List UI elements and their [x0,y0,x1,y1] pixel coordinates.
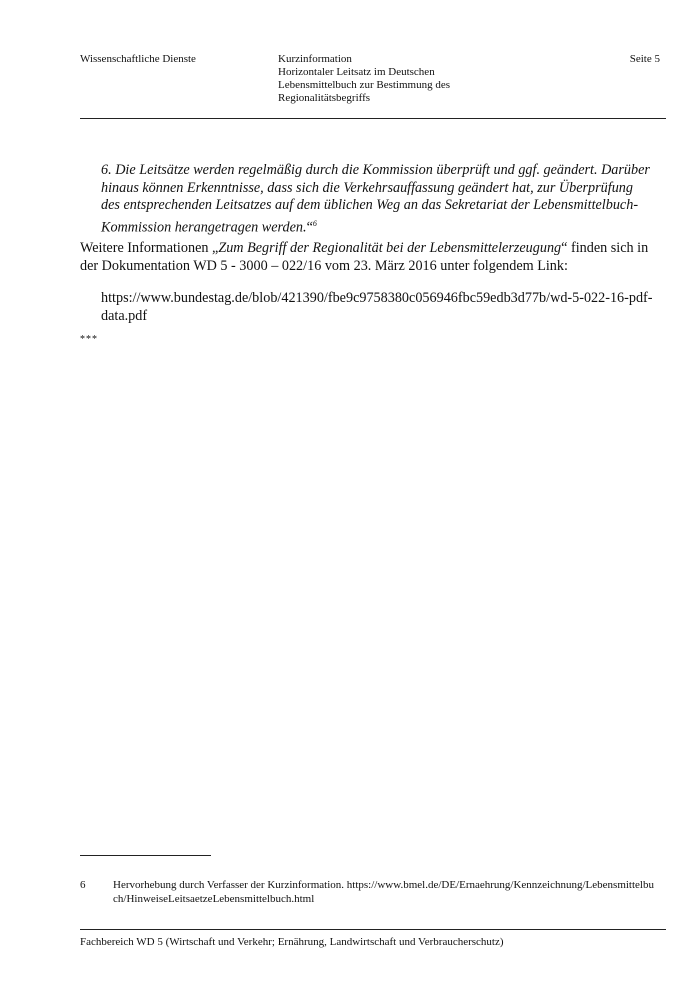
footnote-divider [80,855,211,856]
header-title-line: Horizontaler Leitsatz im Deutschen [278,66,435,78]
footnote-text[interactable]: Hervorhebung durch Verfasser der Kurzinformation. https://www.bmel.de/DE/Ernaehrung/Kennzeichnung/Lebensmittelbuch/HinweiseLeitsaetzeLebensmittelbuch.html [113,879,654,905]
para-text-after: “ finden sich in der Dokumentation WD 5 - 3000 – 022/16 vom 23. März 2016 unter folgendem Link: [80,240,649,274]
footer-department: Fachbereich WD 5 (Wirtschaft und Verkehr; Ernährung, Landwirtschaft und Verbraucherschutz) [80,936,504,948]
document-link[interactable]: https://www.bundestag.de/blob/421390/fbe9c9758380c056946fbc59edb3d77b/wd-5-022-16-pdf-data.pdf [101,290,653,324]
header-title-line: Regionalitätsbegriffs [278,92,371,104]
header-title-line: Kurzinformation [278,53,352,65]
header-document-title [278,53,508,105]
info-paragraph [80,240,655,275]
para-text-before: Weitere Informationen „ [80,240,219,256]
para-document-title: Zum Begriff der Regionalität bei der Lebensmittelerzeugung [218,240,562,256]
header-title-line: Lebensmittelbuch zur Bestimmung des [278,79,450,91]
footnote-reference[interactable]: 6 [312,218,317,228]
block-quote [101,162,653,237]
section-separator: *** [80,334,98,345]
header-divider [80,118,666,119]
footnote-number: 6 [80,879,86,891]
footer-divider [80,929,666,930]
header-department: Wissenschaftliche Dienste [80,53,196,65]
quote-close-mark: “ [306,219,313,236]
page-number: Seite 5 [629,53,660,65]
quote-text: 6. Die Leitsätze werden regelmäßig durch die Kommission überprüft und ggf. geändert. Darüber hinaus können Erkenntnisse, dass sich die Verkehrsauffassung geändert hat, zur Überprüfung des entsprechenden Leitsatzes auf dem üblichen Weg an das Sekretariat der Lebensmittelbuch- Kommission herangetragen werden. [101,162,650,236]
